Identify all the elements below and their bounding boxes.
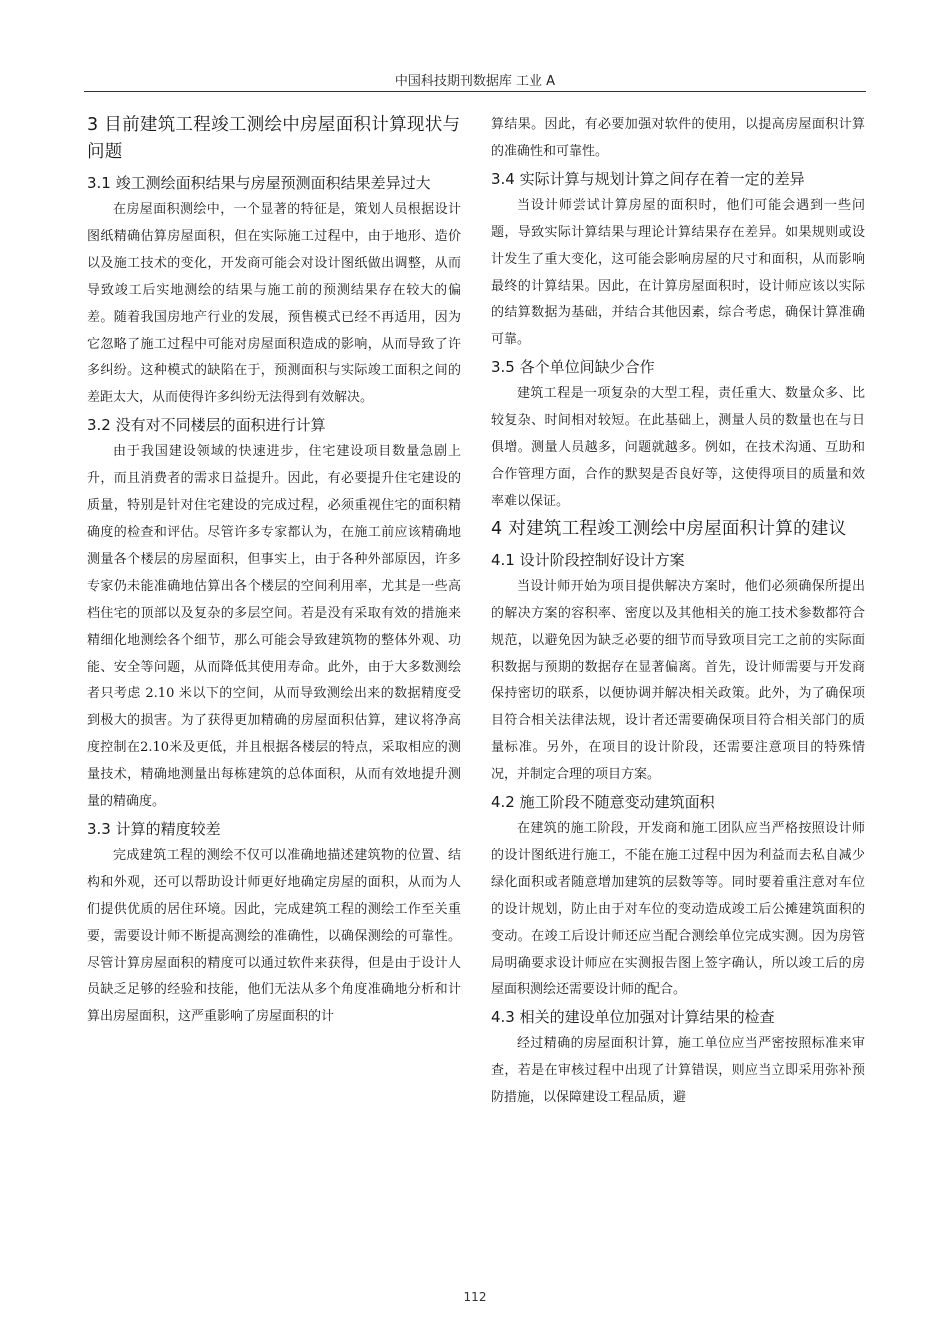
- page-number: 112: [463, 1290, 487, 1304]
- subsection-4-3-heading: 4.3 相关的建设单位加强对计算结果的检查: [491, 1008, 775, 1027]
- subsection-4-1-heading: 4.1 设计阶段控制好设计方案: [491, 550, 685, 569]
- subsection-3-5-body: 建筑工程是一项复杂的大型工程，责任重大、数量众多、比较复杂、时间相对较短。在此基础上，测量人员的数量也在与日俱增。测量人员越多，问题就越多。例如，在技术沟通、互助和合作管理方面，合作的默契是否良好等，这使得项目的质量和效率难以保证。: [491, 386, 865, 509]
- subsection-3-4-body: 当设计师尝试计算房屋的面积时，他们可能会遇到一些问题，导致实际计算结果与理论计算结果存在差异。如果规则或设计发生了重大变化，这可能会影响房屋的尺寸和面积，从而影响最终的计算结果。因此，在计算房屋面积时，设计师应该以实际的结算数据为基础，并结合其他因素，综合考虑，确保计算准确可靠。: [491, 197, 865, 348]
- section-3-heading: 3 目前建筑工程竣工测绘中房屋面积计算现状与问题: [87, 115, 461, 162]
- subsection-3-1-heading: 3.1 竣工测绘面积结果与房屋预测面积结果差异过大: [87, 174, 431, 192]
- subsection-4-1-body: 当设计师开始为项目提供解决方案时，他们必须确保所提出的解决方案的容积率、密度以及其他相关的施工技术参数都符合规范，以避免因为缺乏必要的细节而导致项目完工之前的实际面积数据与预期的数据存在显著偏离。首先，设计师需要与开发商保持密切的联系，以便协调并解决相关政策。此外，为了确保项目符合相关法律法规，设计者还需要确保项目符合相关部门的质量标准。另外，在项目的设计阶段，还需要注意项目的特殊情况，并制定合理的项目方案。: [491, 578, 865, 783]
- subsection-4-2-heading: 4.2 施工阶段不随意变动建筑面积: [491, 793, 715, 812]
- right-column: [491, 112, 865, 1112]
- subsection-3-3-heading: 3.3 计算的精度较差: [87, 819, 221, 838]
- subsection-3-1-body: 在房屋面积测绘中，一个显著的特征是，策划人员根据设计图纸精确估算房屋面积，但在实际施工过程中，由于地形、造价以及施工技术的变化，开发商可能会对设计图纸做出调整，从而导致竣工后实地测绘的结果与施工前的预测结果存在较大的偏差。随着我国房地产行业的发展，预售模式已经不再适用，因为它忽略了施工过程中可能对房屋面积造成的影响，从而导致了许多纠纷。这种模式的缺陷在于，预测面积与实际竣工面积之间的差距太大，从而使得许多纠纷无法得到有效解决。: [87, 202, 461, 406]
- subsection-3-4-heading: 3.4 实际计算与规划计算之间存在着一定的差异: [491, 169, 805, 188]
- subsection-3-3-continued: 算结果。因此，有必要加强对软件的使用，以提高房屋面积计算的准确性和可靠性。: [491, 117, 865, 159]
- header-rule: [84, 91, 866, 92]
- subsection-4-3-body: 经过精确的房屋面积计算，施工单位应当严密按照标准来审查，若是在审核过程中出现了计算错误，则应当立即采用弥补预防措施，以保障建设工程品质，避: [491, 1036, 865, 1106]
- subsection-3-5-heading: 3.5 各个单位间缺少合作: [491, 358, 655, 377]
- subsection-3-3-body: 完成建筑工程的测绘不仅可以准确地描述建筑物的位置、结构和外观，还可以帮助设计师更好地确定房屋的面积，从而为人们提供优质的居住环境。因此，完成建筑工程的测绘工作至关重要，需要设计师不断提高测绘的准确性，以确保测绘的可靠性。尽管计算房屋面积的精度可以通过软件来获得，但是由于设计人员缺乏足够的经验和技能，他们无法从多个角度准确地分析和计算出房屋面积，这严重影响了房屋面积的计: [87, 847, 461, 1025]
- running-header: 中国科技期刊数据库 工业 A: [394, 74, 556, 89]
- subsection-3-2-heading: 3.2 没有对不同楼层的面积进行计算: [87, 416, 326, 435]
- subsection-4-2-body: 在建筑的施工阶段，开发商和施工团队应当严格按照设计师的设计图纸进行施工，不能在施工过程中因为利益而去私自减少绿化面积或者随意增加建筑的层数等等。同时要着重注意对车位的设计规划，防止由于对车位的变动造成竣工后公摊建筑面积的变动。在竣工后设计师还应当配合测绘单位完成实测。因为房管局明确要求设计师应在实测报告图上签字确认，所以竣工后的房屋面积测绘还需要设计师的配合。: [491, 821, 865, 998]
- left-column: [87, 112, 461, 1031]
- subsection-3-2-body: 由于我国建设领域的快速进步，住宅建设项目数量急剧上升，而且消费者的需求日益提升。因此，有必要提升住宅建设的质量，特别是针对住宅建设的完成过程，必须重视住宅的面积精确度的检查和评估。尽管许多专家都认为，在施工前应该精确地测量各个楼层的房屋面积，但事实上，由于各种外部原因，许多专家仍未能准确地估算出各个楼层的空间利用率，尤其是一些高档住宅的顶部以及复杂的多层空间。若是没有采取有效的措施来精细化地测绘各个细节，那么可能会导致建筑物的整体外观、功能、安全等问题，从而降低其使用寿命。此外，由于大多数测绘者只考虑 2.10 米以下的空间，从而导致测绘出来的数据精度受到极大的损害。为了获得更加精确的房屋面积估算，建议将净高度控制在2.10米及更低，并且根据各楼层的特点，采取相应的测量技术，精确地测量出每栋建筑的总体面积，从而有效地提升测量的精确度。: [87, 444, 461, 810]
- section-4-heading: 4 对建筑工程竣工测绘中房屋面积计算的建议: [491, 518, 847, 539]
